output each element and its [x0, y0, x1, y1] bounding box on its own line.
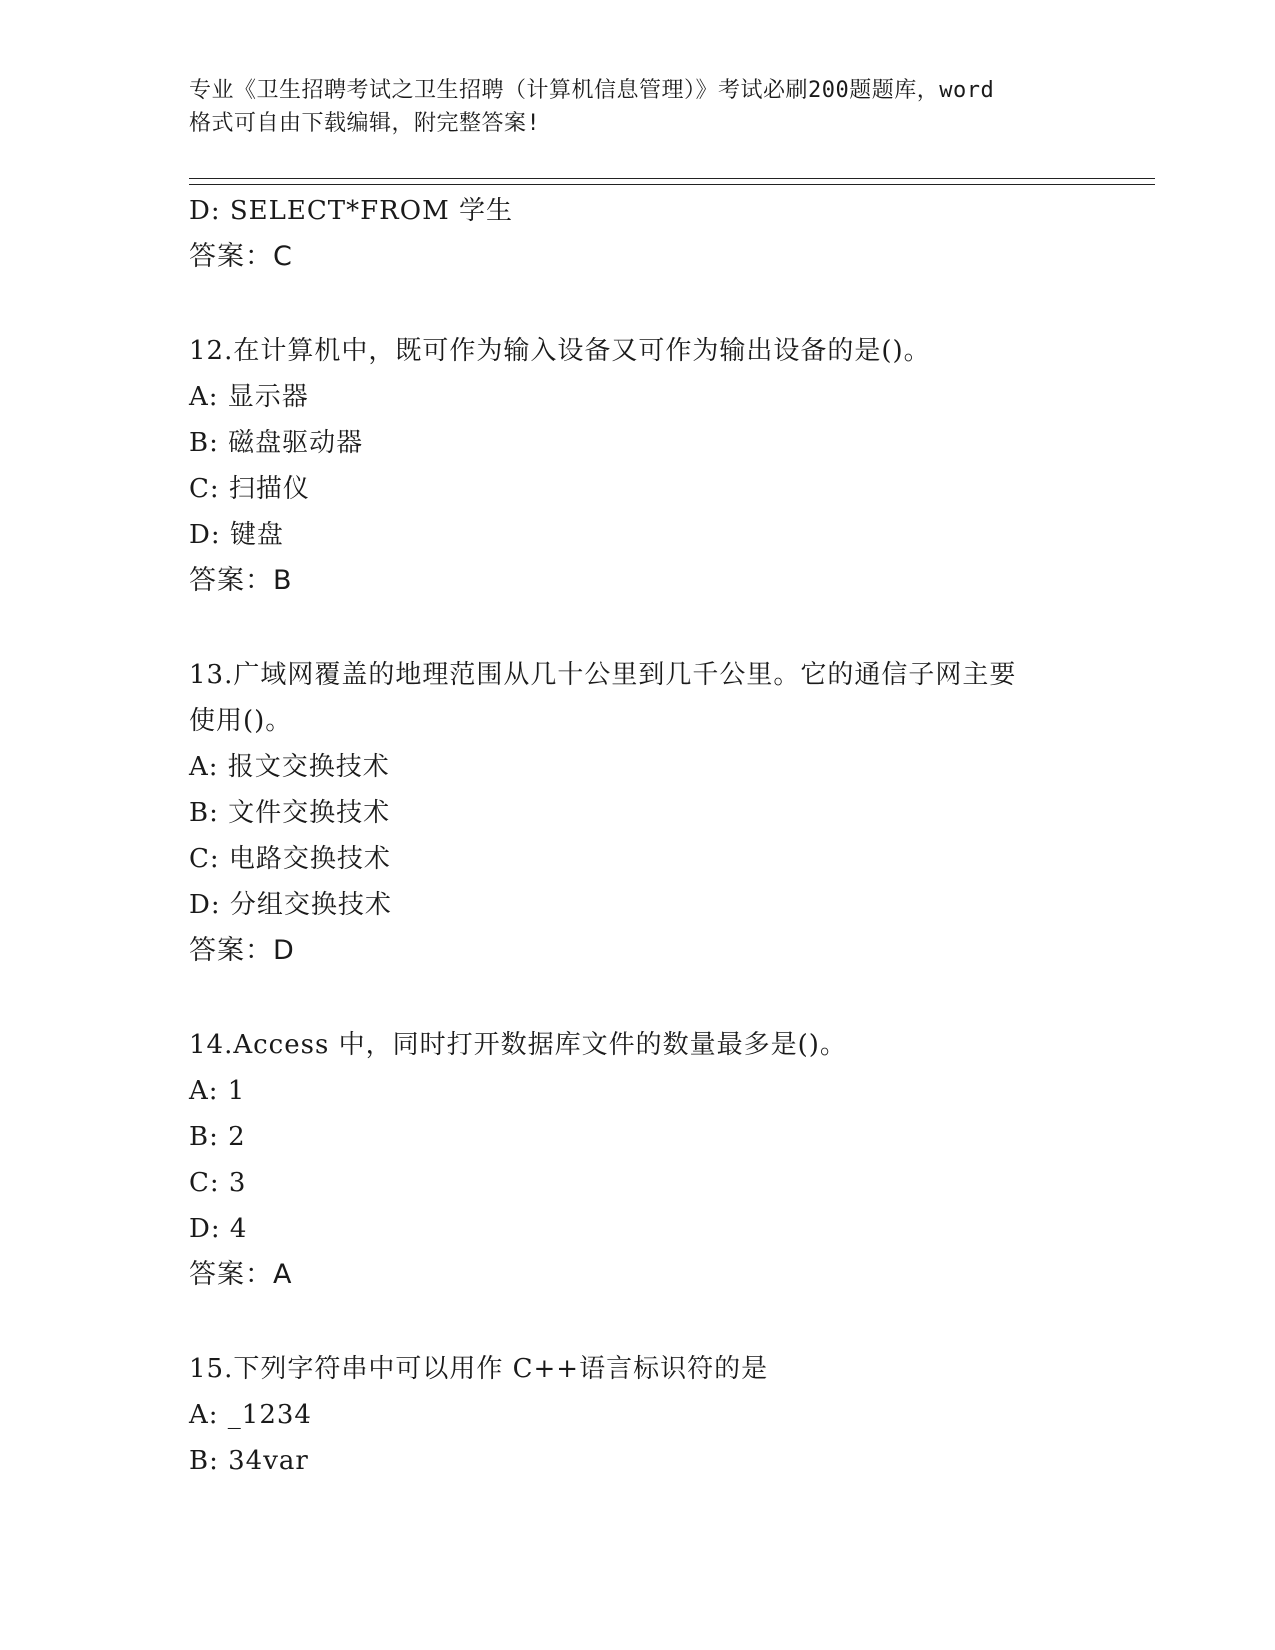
option-d: D: 分组交换技术	[189, 890, 392, 920]
option-b: B: 磁盘驱动器	[189, 428, 364, 458]
option-a: A: 显示器	[189, 382, 309, 412]
header-divider-top	[189, 178, 1155, 179]
header-divider-bottom	[189, 184, 1155, 185]
spacer	[189, 598, 1089, 658]
option-a: A: _1234	[189, 1400, 312, 1430]
question-11-tail	[189, 194, 1089, 274]
spacer	[189, 274, 1089, 334]
question-stem: 15.下列字符串中可以用作 C++语言标识符的是	[189, 1354, 769, 1384]
question-15	[189, 1352, 1089, 1478]
option-b: B: 2	[189, 1122, 246, 1152]
spacer	[189, 968, 1089, 1028]
answer-line: 答案：A	[189, 1259, 293, 1290]
spacer	[189, 1292, 1089, 1352]
option-a: A: 1	[189, 1076, 246, 1106]
option-c: C: 扫描仪	[189, 474, 310, 504]
document-header	[189, 74, 1089, 140]
header-intro-line-2: 格式可自由下载编辑，附完整答案!	[189, 111, 541, 136]
option-b: B: 34var	[189, 1446, 309, 1476]
answer-line: 答案：D	[189, 935, 295, 966]
option-b: B: 文件交换技术	[189, 798, 391, 828]
header-intro-line-1: 专业《卫生招聘考试之卫生招聘（计算机信息管理）》考试必刷200题题库，word	[189, 78, 995, 103]
answer-line: 答案：B	[189, 565, 293, 596]
question-list	[189, 194, 1089, 1490]
option-c: C: 电路交换技术	[189, 844, 391, 874]
option-a: A: 报文交换技术	[189, 752, 390, 782]
question-stem: 14.Access 中，同时打开数据库文件的数量最多是()。	[189, 1030, 847, 1060]
question-stem-continued: 使用()。	[189, 706, 293, 736]
option-c: C: 3	[189, 1168, 247, 1198]
option-d: D: SELECT*FROM 学生	[189, 196, 513, 226]
question-stem: 13.广域网覆盖的地理范围从几十公里到几千公里。它的通信子网主要	[189, 660, 1017, 690]
option-d: D: 4	[189, 1214, 248, 1244]
question-stem: 12.在计算机中，既可作为输入设备又可作为输出设备的是()。	[189, 336, 931, 366]
answer-line: 答案：C	[189, 241, 293, 272]
question-12	[189, 334, 1089, 598]
question-14	[189, 1028, 1089, 1292]
question-13	[189, 658, 1089, 968]
option-d: D: 键盘	[189, 520, 284, 550]
